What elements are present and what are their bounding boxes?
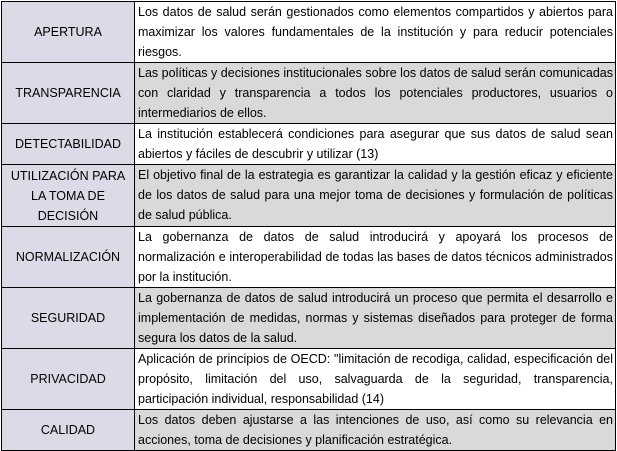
principles-table	[1, 1, 616, 451]
table-row	[2, 2, 616, 63]
principle-description: Los datos de salud serán gestionados como elementos compartidos y abiertos para maximizar los valores fundamentales de la institución y para reducir potenciales riesgos.	[135, 2, 616, 63]
principle-name: UTILIZACIÓN PARA LA TOMA DE DECISIÓN	[2, 165, 135, 227]
principle-name: DETECTABILIDAD	[2, 124, 135, 165]
principle-description: El objetivo final de la estrategia es garantizar la calidad y la gestión eficaz y eficiente de los datos de salud para una mejor toma de decisiones y formulación de políticas de salud pública.	[135, 165, 616, 227]
principle-name: NORMALIZACIÓN	[2, 227, 135, 288]
principle-name: TRANSPARENCIA	[2, 63, 135, 124]
principle-description: La institución establecerá condiciones para asegurar que sus datos de salud sean abiertos y fáciles de descubrir y utilizar (13)	[135, 124, 616, 165]
principle-name: APERTURA	[2, 2, 135, 63]
table-row	[2, 227, 616, 288]
table-row	[2, 410, 616, 451]
principle-description: Las políticas y decisiones institucionales sobre los datos de salud serán comunicadas con claridad y transparencia a todos los potenciales productores, usuarios o intermediarios de ellos.	[135, 63, 616, 124]
table-row	[2, 349, 616, 410]
table-row	[2, 288, 616, 349]
principle-description: La gobernanza de datos de salud introducirá un proceso que permita el desarrollo e implementación de medidas, normas y sistemas diseñados para proteger de forma segura los datos de la salud.	[135, 288, 616, 349]
principle-description: La gobernanza de datos de salud introducirá y apoyará los procesos de normalización e interoperabilidad de todas las bases de datos técnicos administrados por la institución.	[135, 227, 616, 288]
principle-name: SEGURIDAD	[2, 288, 135, 349]
table-row	[2, 124, 616, 165]
table-row	[2, 63, 616, 124]
principle-description: Aplicación de principios de OECD: "limitación de recodiga, calidad, especificación del propósito, limitación del uso, salvaguarda de la seguridad, transparencia, participación individual, responsabilidad (14)	[135, 349, 616, 410]
table-row	[2, 165, 616, 227]
principle-name: CALIDAD	[2, 410, 135, 451]
principle-name: PRIVACIDAD	[2, 349, 135, 410]
principle-description: Los datos deben ajustarse a las intenciones de uso, así como su relevancia en acciones, toma de decisiones y planificación estratégica.	[135, 410, 616, 451]
